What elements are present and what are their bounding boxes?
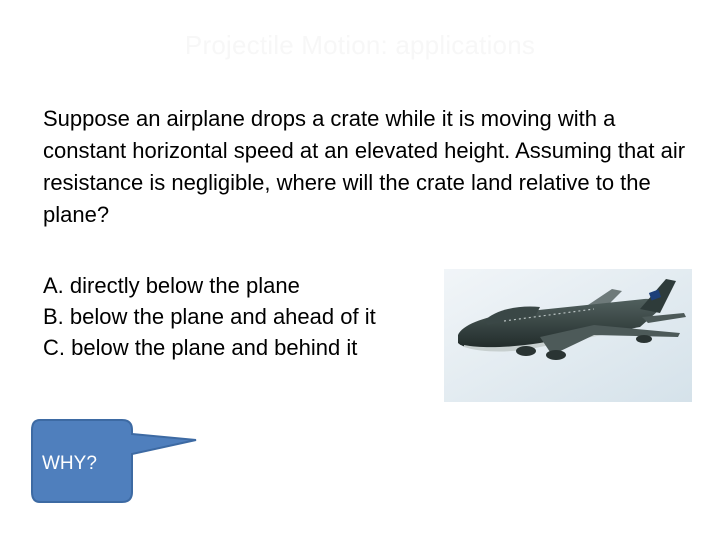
airplane-photo bbox=[444, 269, 692, 402]
option-b: B. below the plane and ahead of it bbox=[43, 304, 376, 329]
answer-options bbox=[43, 270, 443, 363]
option-a: A. directly below the plane bbox=[43, 273, 300, 298]
airplane-icon bbox=[444, 269, 692, 402]
slide-title: Projectile Motion: applications bbox=[184, 30, 536, 60]
question-text: Suppose an airplane drops a crate while it is moving with a constant horizontal speed at an elevated height. Assuming that air resistance is negligible, where will the crate land relative to the plane? bbox=[43, 106, 686, 227]
option-c: C. below the plane and behind it bbox=[43, 335, 358, 360]
callout-label: WHY? bbox=[42, 453, 97, 474]
